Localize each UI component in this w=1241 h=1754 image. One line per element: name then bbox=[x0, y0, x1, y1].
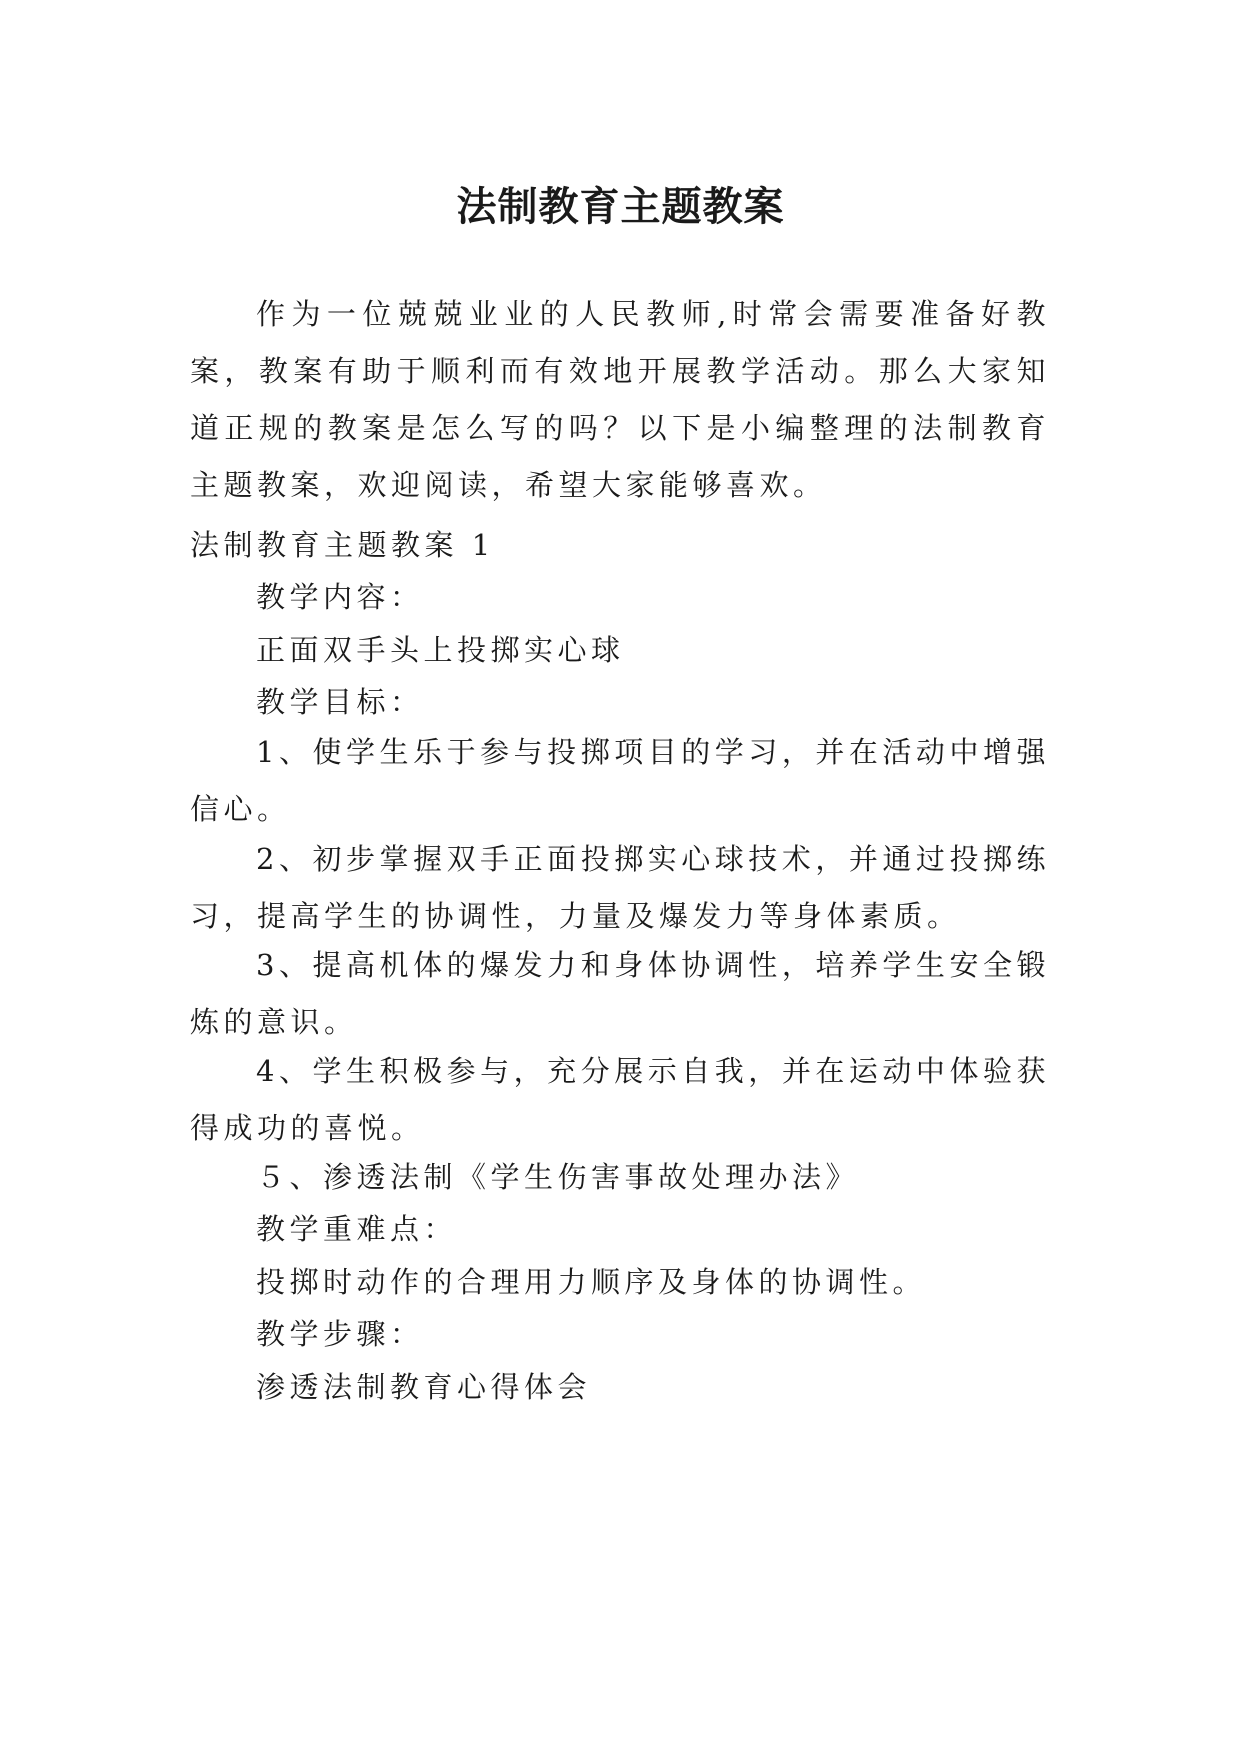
goal-item-3: 3、提高机体的爆发力和身体协调性，培养学生安全锻炼的意识。 bbox=[190, 948, 1050, 1039]
section-heading: 法制教育主题教案 1 bbox=[190, 528, 495, 562]
goal-item-2: 2、初步掌握双手正面投掷实心球技术，并通过投掷练习，提高学生的协调性，力量及爆发力等身体素质。 bbox=[190, 842, 1050, 933]
steps-text: 渗透法制教育心得体会 bbox=[256, 1370, 592, 1404]
goal-item-1: 1、使学生乐于参与投掷项目的学习，并在活动中增强信心。 bbox=[190, 735, 1050, 826]
document-title: 法制教育主题教案 bbox=[456, 182, 785, 230]
goal-item-5: ５、渗透法制《学生伤害事故处理办法》 bbox=[256, 1160, 860, 1194]
steps-label: 教学步骤： bbox=[256, 1317, 424, 1351]
goal-item-4: 4、学生积极参与，充分展示自我，并在运动中体验获得成功的喜悦。 bbox=[190, 1054, 1050, 1145]
content-label: 教学内容： bbox=[256, 580, 424, 614]
goals-label: 教学目标： bbox=[256, 685, 424, 719]
difficulty-text: 投掷时动作的合理用力顺序及身体的协调性。 bbox=[256, 1265, 927, 1299]
content-text: 正面双手头上投掷实心球 bbox=[256, 633, 625, 667]
difficulty-label: 教学重难点： bbox=[256, 1212, 458, 1246]
intro-paragraph: 作为一位兢兢业业的人民教师,时常会需要准备好教案，教案有助于顺利而有效地开展教学活动。那么大家知道正规的教案是怎么写的吗？以下是小编整理的法制教育主题教案，欢迎阅读，希望大家能够喜欢。 bbox=[190, 297, 1050, 502]
